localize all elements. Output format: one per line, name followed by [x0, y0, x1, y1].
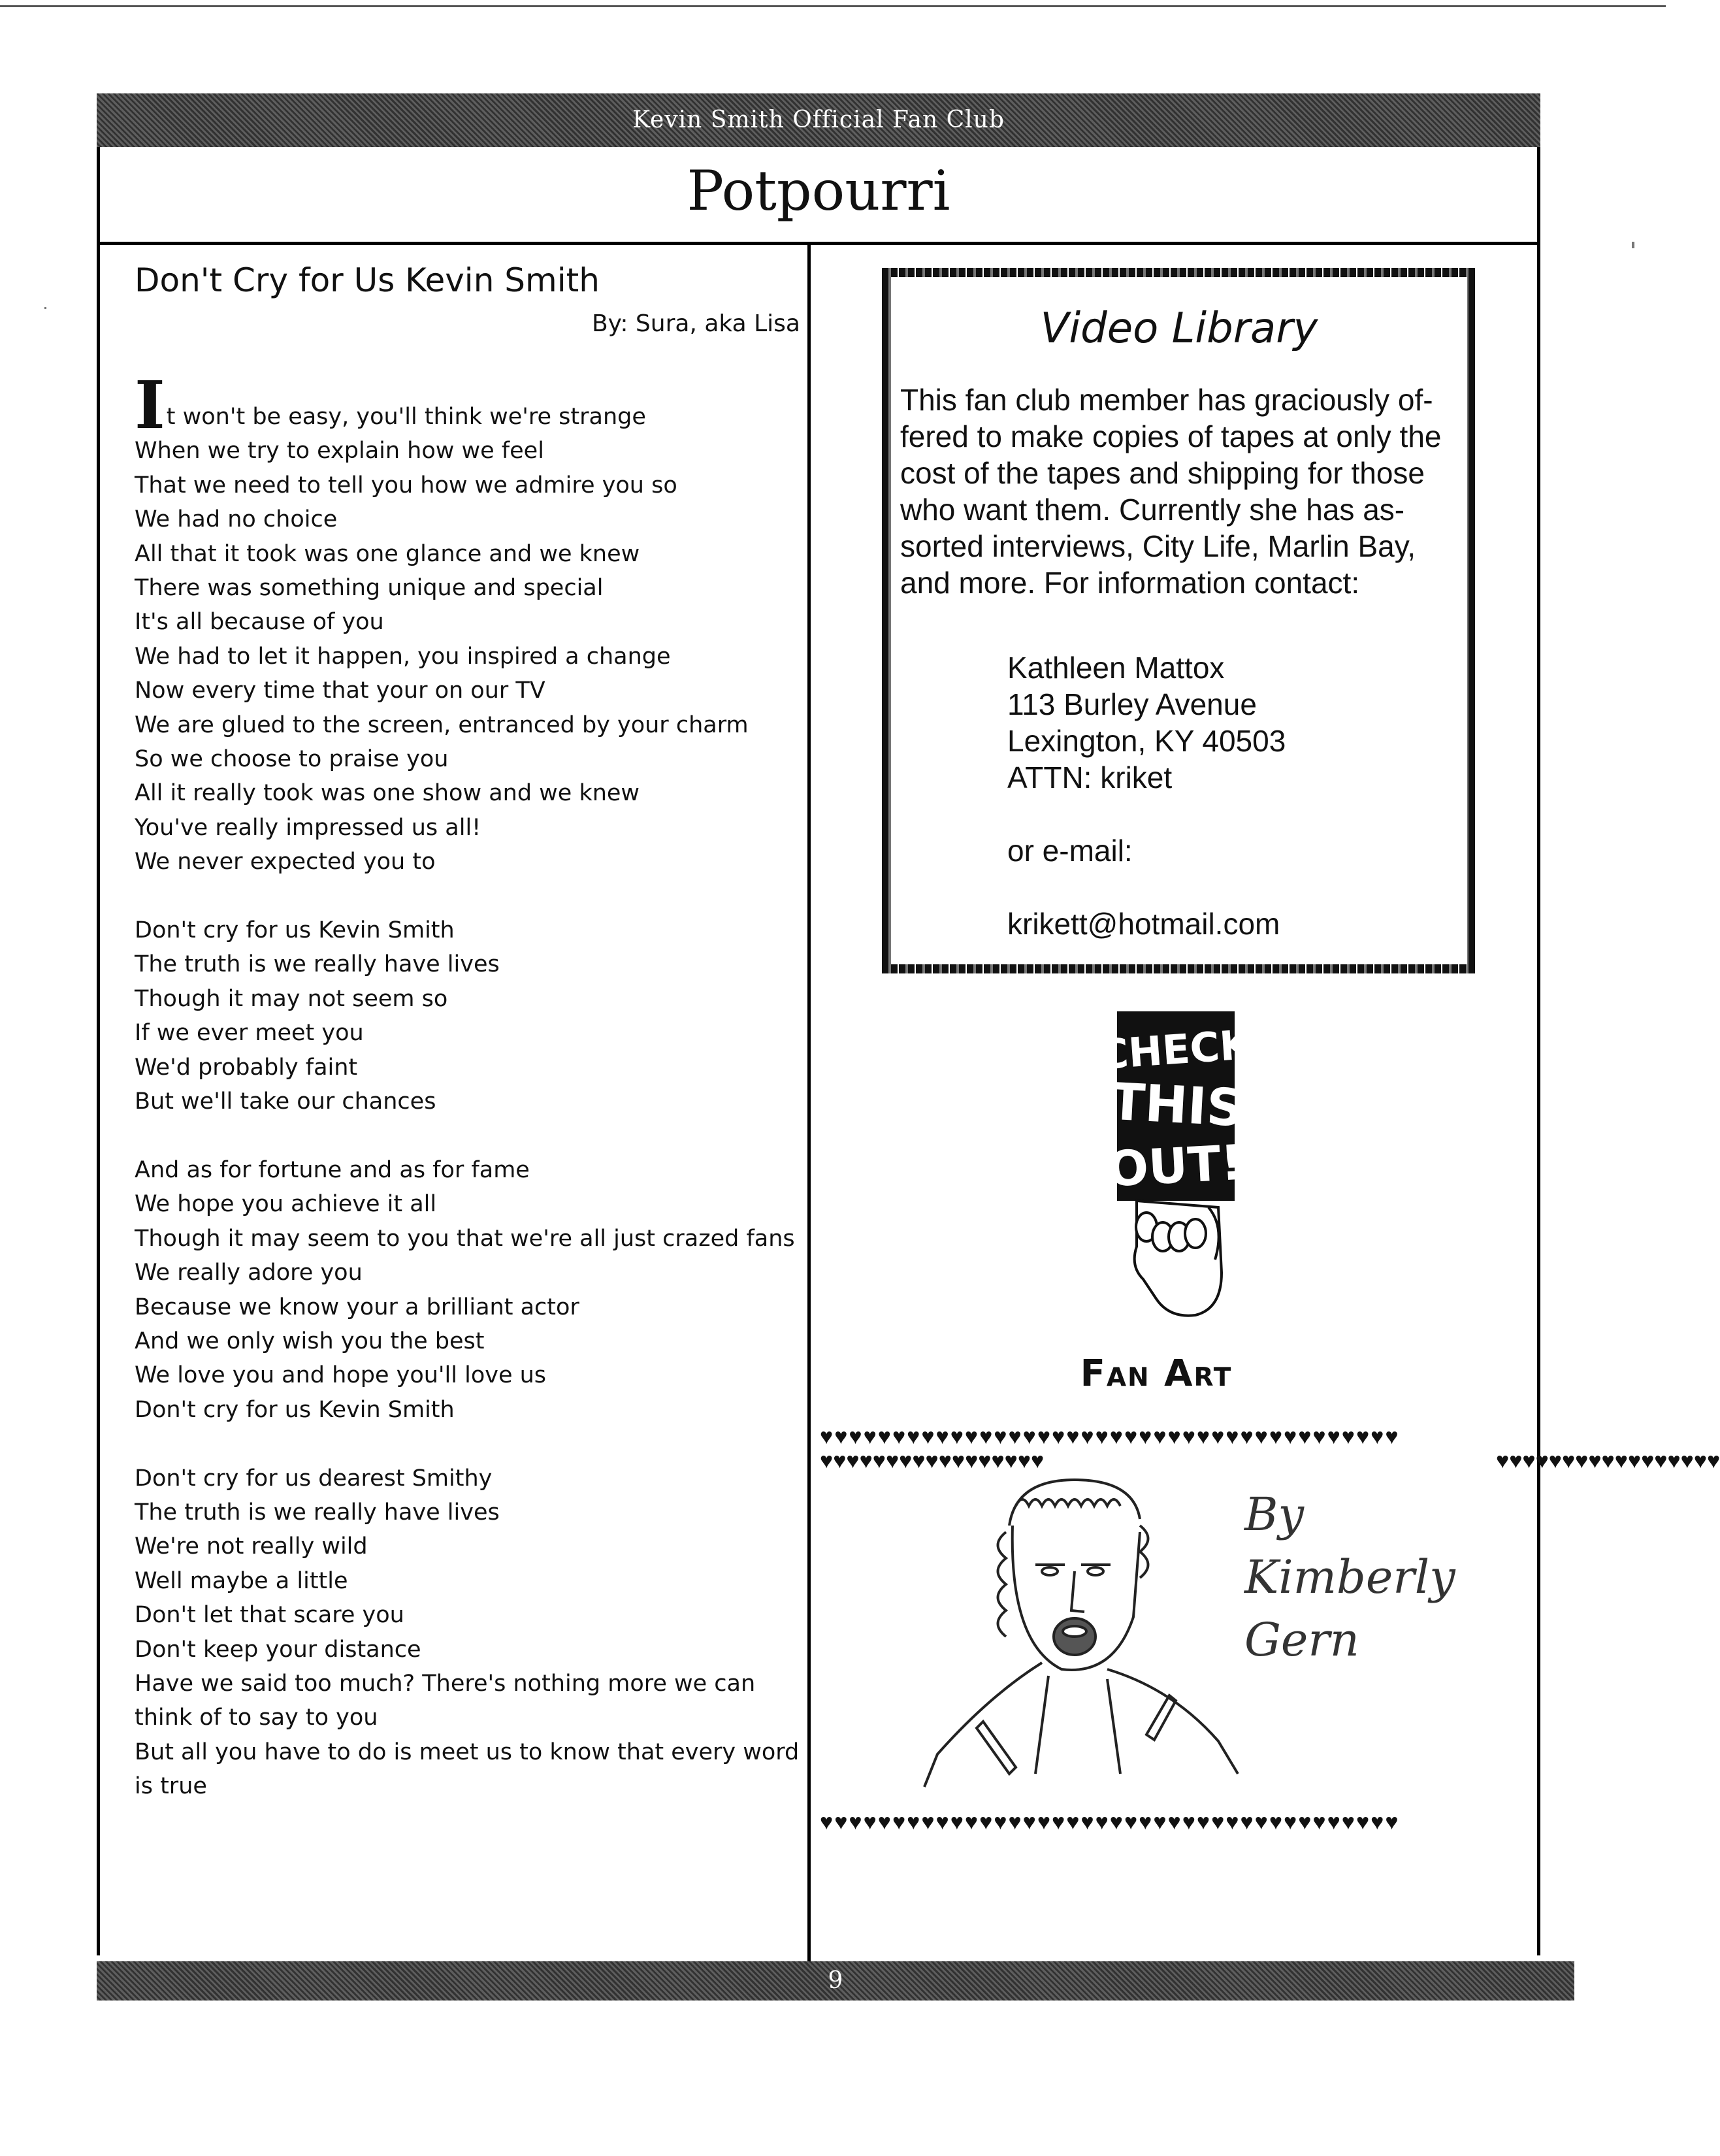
contact-attn: ATTN: kriket	[1007, 760, 1173, 794]
description-line: This fan club member has graciously of-	[900, 383, 1433, 417]
poem-line: All that it took was one glance and we knew	[135, 540, 640, 567]
credit-last-name: Gern	[1244, 1613, 1359, 1667]
fan-art-credit	[1244, 1483, 1480, 1671]
description-line: cost of the tapes and shipping for those	[900, 456, 1425, 490]
poem-line: Because we know your a brilliant actor	[135, 1294, 579, 1320]
email-address[interactable]: krikett@hotmail.com	[1007, 907, 1280, 941]
poem-line: And as for fortune and as for fame	[135, 1156, 530, 1183]
poem-byline: By: Sura, aka Lisa	[591, 310, 800, 337]
video-library-title: Video Library	[1040, 304, 1318, 353]
poem-line: All it really took was one show and we knew	[135, 780, 640, 807]
poem-line: That we need to tell you how we admire you so	[135, 472, 677, 498]
poem-line: We'd probably faint	[135, 1054, 358, 1081]
poem-line: But we'll take our chances	[135, 1088, 436, 1115]
poem-line: We're not really wild	[135, 1533, 368, 1560]
sign-text-1: CHECK	[1097, 1021, 1253, 1079]
poem-line: We never expected you to	[135, 849, 436, 875]
poem-line: Though it may seem to you that we're all just crazed fans	[135, 1225, 795, 1252]
description-line: sorted interviews, City Life, Marlin Bay,	[900, 529, 1416, 563]
column-divider	[807, 245, 811, 1961]
video-library-box	[882, 268, 1476, 973]
heart-border-left: ♥♥♥♥♥♥♥♥♥♥♥♥♥♥♥♥♥	[820, 1449, 1045, 1473]
portrait-sketch	[924, 1480, 1238, 1787]
credit-first-name: Kimberly	[1244, 1550, 1455, 1604]
credit-by: By	[1244, 1488, 1304, 1541]
heart-border-top: ♥♥♥♥♥♥♥♥♥♥♥♥♥♥♥♥♥♥♥♥♥♥♥♥♥♥♥♥♥♥♥♥♥♥♥♥♥♥♥♥	[820, 1425, 1400, 1449]
description-line: and more. For information contact:	[900, 566, 1360, 600]
heart-border-right: ♥♥♥♥♥♥♥♥♥♥♥♥♥♥♥♥♥	[1496, 1449, 1720, 1473]
pointing-hand-icon	[1135, 1201, 1222, 1316]
video-library-description	[900, 382, 1442, 601]
poem-line: Well maybe a little	[135, 1567, 348, 1594]
poem-first-line	[135, 367, 801, 444]
poem-line: Don't cry for us dearest Smithy	[135, 1465, 493, 1492]
poem-line: t won't be easy, you'll think we're strange	[166, 404, 646, 430]
page-title: Potpourri	[687, 159, 950, 223]
poem-line: Don't let that scare you	[135, 1602, 404, 1629]
heart-border-bottom: ♥♥♥♥♥♥♥♥♥♥♥♥♥♥♥♥♥♥♥♥♥♥♥♥♥♥♥♥♥♥♥♥♥♥♥♥♥♥♥♥	[820, 1810, 1400, 1835]
poem-line: Now every time that your on our TV	[135, 678, 545, 704]
contact-name: Kathleen Mattox	[1007, 651, 1225, 685]
poem-line: We had to let it happen, you inspired a change	[135, 643, 671, 670]
footer-bar	[97, 1961, 1574, 2001]
fan-art-heading: Fan Art	[1080, 1352, 1233, 1395]
fan-art-frame	[820, 1424, 1720, 1836]
stanza-2	[135, 913, 801, 1119]
poem-line: Don't cry for us Kevin Smith	[135, 1396, 455, 1423]
club-name: Kevin Smith Official Fan Club	[632, 106, 1005, 133]
email-label: or e-mail:	[1007, 834, 1133, 868]
check-this-out-graphic	[1097, 1011, 1253, 1318]
contact-block	[1007, 649, 1286, 942]
club-header-bar	[97, 93, 1540, 147]
poem-line: Have we said too much? There's nothing more we can think of to say to you	[135, 1670, 756, 1731]
poem-line: We hope you achieve it all	[135, 1191, 437, 1218]
poem-line: If we ever meet you	[135, 1020, 364, 1047]
poem-line: When we try to explain how we feel	[135, 438, 544, 465]
title-row	[97, 147, 1540, 245]
stanza-1	[135, 434, 801, 879]
contact-city: Lexington, KY 40503	[1007, 724, 1286, 758]
drop-cap: I	[135, 367, 165, 444]
poem-body	[135, 367, 801, 1804]
poem-line: It's all because of you	[135, 609, 384, 636]
poem-line: We really adore you	[135, 1260, 363, 1286]
poem-line: We had no choice	[135, 506, 338, 533]
description-line: fered to make copies of tapes at only the	[900, 419, 1442, 453]
poem-line: And we only wish you the best	[135, 1328, 485, 1354]
description-line: who want them. Currently she has as-	[900, 493, 1405, 527]
poem-line: So we choose to praise you	[135, 746, 449, 773]
poem-line: But all you have to do is meet us to know that every word is true	[135, 1739, 800, 1800]
poem-line: Don't keep your distance	[135, 1636, 421, 1663]
poem-line: We love you and hope you'll love us	[135, 1362, 547, 1389]
stanza-3	[135, 1153, 801, 1427]
poem-line: Don't cry for us Kevin Smith	[135, 917, 455, 944]
sign-text-3: OUT!	[1105, 1134, 1244, 1198]
scan-mark	[44, 307, 46, 309]
poem-line: The truth is we really have lives	[135, 951, 500, 978]
poem-line: There was something unique and special	[135, 575, 604, 602]
poem-line: Though it may not seem so	[135, 985, 448, 1012]
poem-line: We are glued to the screen, entranced by your charm	[135, 711, 749, 738]
scan-mark	[1632, 242, 1634, 248]
stanza-4	[135, 1462, 801, 1804]
portrait-drawing	[911, 1460, 1251, 1800]
page-number: 9	[828, 1967, 843, 1994]
sign-text-2: THIS	[1109, 1072, 1245, 1139]
poem-line: You've really impressed us all!	[135, 814, 481, 841]
contact-street: 113 Burley Avenue	[1007, 687, 1257, 721]
poem-line: The truth is we really have lives	[135, 1499, 500, 1526]
poem-title: Don't Cry for Us Kevin Smith	[135, 261, 600, 299]
top-rule	[0, 5, 1666, 7]
